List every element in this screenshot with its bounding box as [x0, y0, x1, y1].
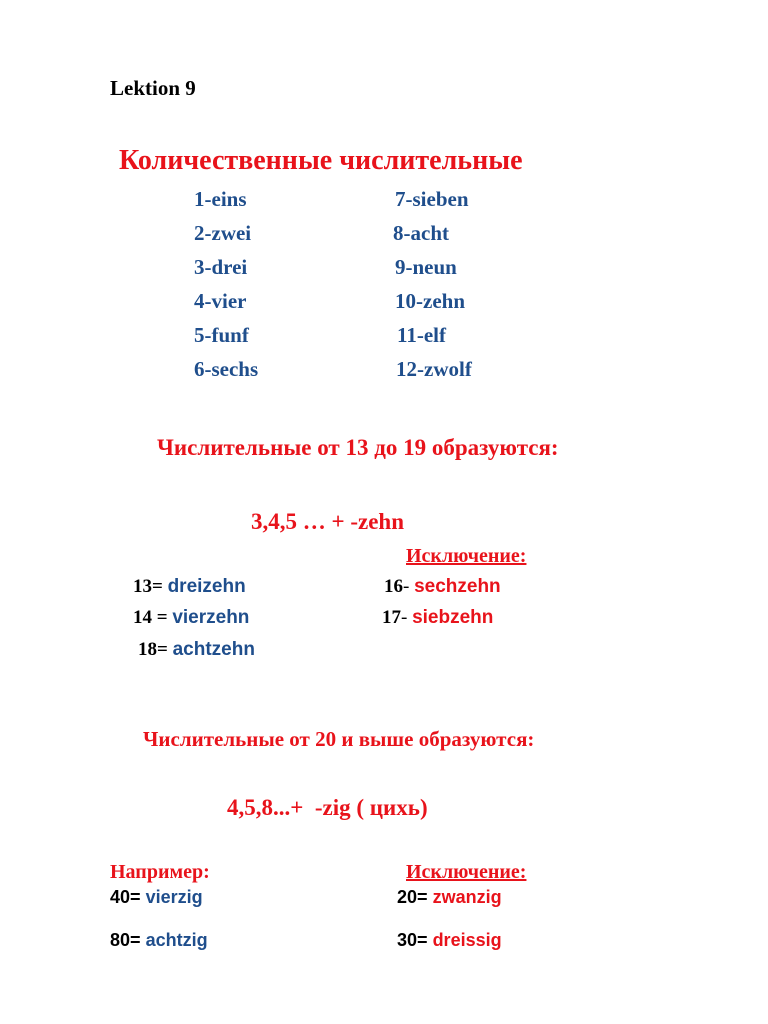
teen-word: achtzehn — [172, 639, 255, 660]
teen-exception-dash: - — [401, 607, 413, 628]
main-heading: Количественные числительные — [119, 145, 523, 176]
tens-exception-word: zwanzig — [432, 887, 502, 907]
number-item: 3-drei — [194, 255, 248, 279]
number-item: 9-neun — [395, 255, 457, 279]
tens-word: achtzig — [145, 930, 208, 950]
tens-word: vierzig — [145, 887, 203, 907]
number-item: 4-vier — [194, 289, 247, 313]
tens-heading: Числительные от 20 и выше образуются: — [143, 727, 535, 751]
teen-exception — [382, 607, 493, 629]
tens-exception-number: 20= — [397, 887, 428, 907]
teen-example — [133, 576, 246, 598]
number-item: 8-acht — [393, 221, 449, 245]
teen-exception-word: sechzehn — [414, 576, 501, 597]
number-item: 12-zwolf — [396, 357, 472, 381]
tens-exception — [397, 887, 502, 908]
number-item: 7-sieben — [395, 187, 469, 211]
teens-exception-label: Исключение: — [406, 545, 527, 567]
tens-exception-number: 30= — [397, 930, 428, 950]
teen-word: dreizehn — [167, 576, 246, 597]
teen-exception-number: 17 — [382, 607, 401, 628]
teen-exception-word: siebzehn — [412, 607, 494, 628]
number-item: 6-sechs — [194, 357, 259, 381]
teen-number: 13= — [133, 576, 163, 597]
teen-number: 14 = — [133, 607, 168, 628]
tens-example — [110, 930, 208, 951]
number-item: 10-zehn — [395, 289, 465, 313]
tens-exception — [397, 930, 502, 951]
number-item: 1-eins — [194, 187, 247, 211]
tens-exception-label: Исключение: — [406, 861, 527, 883]
teen-exception-number: 16 — [384, 576, 403, 597]
teens-heading: Числительные от 13 до 19 образуются: — [157, 435, 559, 460]
lesson-title: Lektion 9 — [110, 76, 196, 100]
tens-example — [110, 887, 203, 908]
tens-number: 40= — [110, 887, 141, 907]
tens-example-label: Например: — [110, 861, 210, 883]
number-item: 11-elf — [397, 323, 446, 347]
teen-exception — [384, 576, 501, 598]
number-item: 2-zwei — [194, 221, 252, 245]
tens-number: 80= — [110, 930, 141, 950]
number-item: 5-funf — [194, 323, 249, 347]
tens-exception-word: dreissig — [432, 930, 502, 950]
teen-example — [133, 607, 249, 629]
teens-formula: 3,4,5 … + -zehn — [251, 509, 405, 534]
teen-word: vierzehn — [172, 607, 250, 628]
teen-exception-dash: - — [403, 576, 415, 597]
teen-example — [138, 639, 255, 661]
tens-formula: 4,5,8...+ -zig ( цихь) — [227, 795, 428, 820]
teen-number: 18= — [138, 639, 168, 660]
